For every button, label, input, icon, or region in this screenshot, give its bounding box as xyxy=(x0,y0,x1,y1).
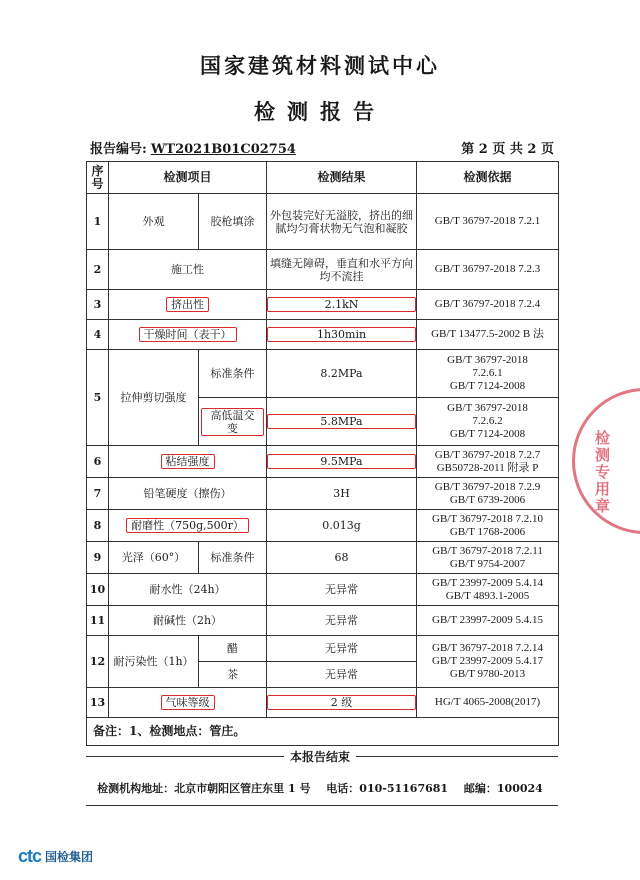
basis-line: GB/T 6739-2006 xyxy=(449,493,526,506)
basis-line: GB/T 23997-2009 5.4.17 xyxy=(432,655,544,667)
row-index: 12 xyxy=(87,636,109,688)
row-item xyxy=(109,320,267,350)
basis-line: GB/T 9754-2007 xyxy=(449,557,526,570)
basis-line: GB/T 9780-2013 xyxy=(449,668,526,680)
report-number xyxy=(90,138,296,157)
end-of-report xyxy=(0,748,640,765)
row-result xyxy=(267,290,417,320)
row-result xyxy=(267,446,417,478)
footer-postcode: 邮编：100024 xyxy=(463,782,543,795)
row-item xyxy=(109,446,267,478)
row-result: 填缝无障碍，垂直和水平方向均不流挂 xyxy=(267,250,417,290)
table-row xyxy=(87,606,559,636)
ctc-logo-mark: ctc xyxy=(18,846,42,866)
highlight-box: 2 级 xyxy=(267,695,416,710)
seal-text: 检测专用章 xyxy=(593,430,611,515)
footer-address: 检测机构地址：北京市朝阳区管庄东里 1 号 xyxy=(97,782,311,795)
row-basis: GB/T 36797-2018 7.2.1 xyxy=(417,194,559,250)
table-row xyxy=(87,250,559,290)
org-title: 国家建筑材料测试中心 xyxy=(200,53,440,78)
table-row xyxy=(87,636,559,662)
footer-phone: 电话：010-51167681 xyxy=(326,782,449,795)
row-basis xyxy=(417,574,559,606)
row-index: 7 xyxy=(87,478,109,510)
row-sub-item: 醋 xyxy=(199,636,267,662)
basis-line: 7.2.6.2 xyxy=(472,415,503,427)
end-of-report-label: 本报告结束 xyxy=(284,750,356,764)
row-sub-item xyxy=(199,398,267,446)
row-index: 13 xyxy=(87,688,109,718)
row-sub-item: 标准条件 xyxy=(199,542,267,574)
row-sub-item: 标准条件 xyxy=(199,350,267,398)
header-item: 检测项目 xyxy=(109,162,267,194)
report-number-value: WT2021B01C02754 xyxy=(150,142,296,157)
row-result: 无异常 xyxy=(267,606,417,636)
highlight-box: 耐磨性（750g,500r） xyxy=(126,518,249,533)
header-index: 序号 xyxy=(87,162,109,194)
row-item: 耐水性（24h） xyxy=(109,574,267,606)
highlight-box: 挤出性 xyxy=(166,297,209,312)
table-row xyxy=(87,290,559,320)
highlight-box: 1h30min xyxy=(267,327,416,342)
table-note: 备注：1、检测地点：管庄。 xyxy=(87,718,559,746)
table-row xyxy=(87,446,559,478)
table-row xyxy=(87,688,559,718)
row-index: 11 xyxy=(87,606,109,636)
highlight-box: 2.1kN xyxy=(267,297,416,312)
row-basis: GB/T 23997-2009 5.4.15 xyxy=(417,606,559,636)
highlight-box: 气味等级 xyxy=(161,695,215,710)
header-basis: 检测依据 xyxy=(417,162,559,194)
row-basis xyxy=(417,636,559,688)
basis-line: GB/T 36797-2018 7.2.9 xyxy=(434,480,541,493)
row-item: 拉伸剪切强度 xyxy=(109,350,199,446)
row-result xyxy=(267,320,417,350)
row-result: 8.2MPa xyxy=(267,350,417,398)
table-note-row xyxy=(87,718,559,746)
row-item: 施工性 xyxy=(109,250,267,290)
row-index: 3 xyxy=(87,290,109,320)
highlight-box: 9.5MPa xyxy=(267,454,416,469)
basis-line: GB50728-2011 附录 P xyxy=(436,461,539,474)
row-basis: HG/T 4065-2008(2017) xyxy=(417,688,559,718)
row-item xyxy=(109,510,267,542)
row-basis xyxy=(417,446,559,478)
table-row xyxy=(87,194,559,250)
row-index: 6 xyxy=(87,446,109,478)
basis-line: 7.2.6.1 xyxy=(472,367,503,379)
basis-line: GB/T 36797-2018 7.2.11 xyxy=(432,544,543,557)
test-results-table xyxy=(86,161,559,746)
row-index: 10 xyxy=(87,574,109,606)
row-item xyxy=(109,688,267,718)
row-basis: GB/T 36797-2018 7.2.4 xyxy=(417,290,559,320)
row-item: 光泽（60°） xyxy=(109,542,199,574)
table-row xyxy=(87,350,559,398)
row-result xyxy=(267,688,417,718)
row-index: 5 xyxy=(87,350,109,446)
row-basis xyxy=(417,478,559,510)
row-item: 耐碱性（2h） xyxy=(109,606,267,636)
row-sub-item: 茶 xyxy=(199,662,267,688)
row-item: 外观 xyxy=(109,194,199,250)
row-basis xyxy=(417,398,559,446)
row-result: 无异常 xyxy=(267,662,417,688)
footer-info xyxy=(0,780,640,796)
table-row xyxy=(87,320,559,350)
basis-line: GB/T 36797-2018 xyxy=(447,402,528,414)
basis-line: GB/T 23997-2009 5.4.14 xyxy=(432,576,544,589)
row-result xyxy=(267,398,417,446)
page-info: 第 2 页 共 2 页 xyxy=(461,142,554,157)
row-result: 无异常 xyxy=(267,574,417,606)
row-result: 68 xyxy=(267,542,417,574)
footer-divider xyxy=(86,805,558,806)
row-index: 4 xyxy=(87,320,109,350)
highlight-box: 高低温交变 xyxy=(201,408,264,436)
report-number-label: 报告编号: xyxy=(90,142,147,157)
highlight-box: 粘结强度 xyxy=(161,454,215,469)
row-result: 外包装完好无溢胶，挤出的细腻均匀膏状物无气泡和凝胶 xyxy=(267,194,417,250)
basis-line: GB/T 36797-2018 7.2.10 xyxy=(432,512,544,525)
row-item: 耐污染性（1h） xyxy=(109,636,199,688)
basis-line: GB/T 7124-2008 xyxy=(449,380,526,392)
table-row xyxy=(87,542,559,574)
table-header-row xyxy=(87,162,559,194)
highlight-box: 干燥时间（表干） xyxy=(139,327,237,342)
basis-line: GB/T 7124-2008 xyxy=(449,428,526,440)
table-row xyxy=(87,478,559,510)
basis-line: GB/T 4893.1-2005 xyxy=(445,589,530,602)
row-basis xyxy=(417,510,559,542)
row-result: 3H xyxy=(267,478,417,510)
row-basis xyxy=(417,350,559,398)
basis-line: GB/T 36797-2018 7.2.7 xyxy=(434,448,541,461)
row-item: 铅笔硬度（擦伤） xyxy=(109,478,267,510)
ctc-logo-text: 国检集团 xyxy=(45,850,94,864)
row-sub-item: 胶枪填涂 xyxy=(199,194,267,250)
doc-title: 检测报告 xyxy=(254,99,386,124)
table-row xyxy=(87,574,559,606)
row-result: 无异常 xyxy=(267,636,417,662)
basis-line: GB/T 36797-2018 7.2.14 xyxy=(432,642,544,654)
header-result: 检测结果 xyxy=(267,162,417,194)
row-index: 8 xyxy=(87,510,109,542)
basis-line: GB/T 1768-2006 xyxy=(449,525,526,538)
table-row xyxy=(87,510,559,542)
row-index: 9 xyxy=(87,542,109,574)
row-item xyxy=(109,290,267,320)
ctc-logo xyxy=(18,846,93,867)
row-result: 0.013g xyxy=(267,510,417,542)
row-basis: GB/T 13477.5-2002 B 法 xyxy=(417,320,559,350)
row-basis: GB/T 36797-2018 7.2.3 xyxy=(417,250,559,290)
row-index: 2 xyxy=(87,250,109,290)
basis-line: GB/T 36797-2018 xyxy=(447,354,528,366)
row-basis xyxy=(417,542,559,574)
highlight-box: 5.8MPa xyxy=(267,414,416,429)
row-index: 1 xyxy=(87,194,109,250)
